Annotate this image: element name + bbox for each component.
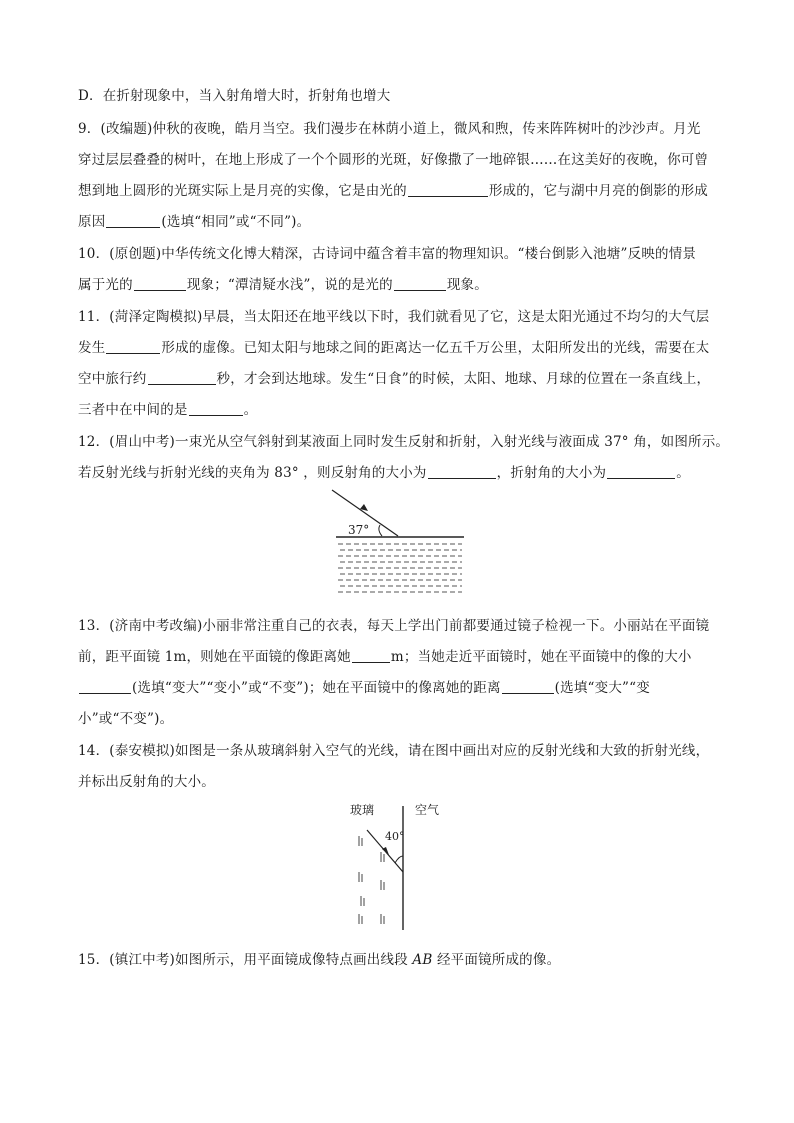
q11-line4: [78, 398, 257, 418]
q13-text3a: (选填“变大”“变小”或“不变”)；她在平面镜中的像离她的距离: [132, 680, 501, 696]
q10-text2c: 现象。: [446, 277, 488, 293]
q9-blank1[interactable]: [408, 182, 488, 197]
q12-text2c: 。: [676, 465, 690, 481]
q9-line1: 9．(改编题)仲秋的夜晚，皓月当空。我们漫步在林荫小道上，微风和煦，传来阵阵树叶的沙沙声。月光: [78, 121, 701, 137]
glass-label: 玻璃: [350, 803, 375, 817]
angle-label: 40°: [385, 830, 405, 843]
q10-blank1[interactable]: [134, 276, 186, 291]
q13-blank3[interactable]: [502, 679, 554, 694]
q15-line1: [78, 948, 560, 968]
q9-line2: 穿过层层叠叠的树叶，在地上形成了一个个圆形的光斑，好像撒了一地碎银……在这美好的夜晚，你可曾: [78, 152, 709, 168]
q11-line1: 11．(菏泽定陶模拟)早晨，当太阳还在地平线以下时，我们就看见了它，这是太阳光通过不均匀的大气层: [78, 309, 710, 325]
q11-text4b: 。: [243, 402, 258, 418]
q14-line2: 并标出反射角的大小。: [78, 774, 215, 790]
q13-blank2[interactable]: [79, 679, 131, 694]
q10-line1: 10．(原创题)中华传统文化博大精深，古诗词中蕴含着丰富的物理知识。“楼台倒影入池塘”反映的情景: [78, 246, 697, 262]
q13-text2b: m；当她走近平面镜时，她在平面镜中的像的大小: [390, 649, 692, 665]
q11-text4a: 三者中在中间的是: [78, 402, 188, 418]
q11-blank1[interactable]: [106, 339, 160, 354]
glass-hatching: [359, 836, 384, 924]
q13-text3b: (选填“变大”“变: [554, 680, 650, 696]
q14-line1: 14．(泰安模拟)如图是一条从玻璃斜射入空气的光线，请在图中画出对应的反射光线和大致的折射光线，: [78, 743, 710, 759]
angle-arc: [379, 525, 382, 536]
q9-text4b: (选填“相同”或“不同”)。: [161, 214, 311, 230]
q15-text1c: 经平面镜所成的像。: [432, 952, 561, 968]
q9-text3a: 想到地上圆形的光斑实际上是月亮的实像，它是由光的: [78, 183, 407, 199]
q9-line3: [78, 179, 708, 199]
q12-figure: [330, 488, 470, 600]
q11-blank3[interactable]: [189, 401, 243, 416]
q12-blank2[interactable]: [607, 464, 675, 479]
q11-line3: [78, 367, 710, 387]
q10-blank2[interactable]: [394, 276, 446, 291]
q10-text2a: 属于光的: [78, 277, 133, 293]
option-d: D．在折射现象中，当入射角增大时，折射角也增大: [78, 88, 391, 104]
q12-text2a: 若反射光线与折射光线的夹角为 83° ，则反射角的大小为: [78, 465, 427, 481]
q11-text3a: 空中旅行约: [78, 371, 147, 387]
q15-segment-ab: AB: [412, 952, 433, 968]
q12-line2: [78, 461, 690, 481]
q11-text2b: 形成的虚像。已知太阳与地球之间的距离达一亿五千万公里，太阳所发出的光线，需要在太: [161, 340, 710, 356]
q10-text2b: 现象；“潭清疑水浅”，说的是光的: [186, 277, 393, 293]
q13-text2a: 前，距平面镜 1m，则她在平面镜的像距离她: [78, 649, 351, 665]
q13-line3: [78, 676, 650, 696]
q11-text2a: 发生: [78, 340, 106, 356]
q15-text1a: 15．(镇江中考)如图所示，用平面镜成像特点画出线段: [78, 952, 413, 968]
q12-line1: 12．(眉山中考)一束光从空气斜射到某液面上同时发生反射和折射，入射光线与液面成 37° 角，如图所示。: [78, 434, 730, 450]
q9-line4: [78, 210, 310, 230]
q13-line2: [78, 645, 692, 665]
q14-figure: [345, 800, 455, 935]
q13-line4: 小”或“不变”)。: [78, 711, 174, 727]
q13-blank1[interactable]: [352, 648, 390, 663]
q13-line1: 13．(济南中考改编)小丽非常注重自己的衣表，每天上学出门前都要通过镜子检视一下。小丽站在平面镜: [78, 618, 710, 634]
angle-arc: [395, 856, 403, 863]
q9-blank2[interactable]: [106, 213, 160, 228]
liquid-hatching: [338, 544, 462, 592]
angle-label: 37°: [348, 523, 370, 537]
q12-text2b: ，折射角的大小为: [496, 465, 607, 481]
q9-text3b: 形成的，它与湖中月亮的倒影的形成: [488, 183, 709, 199]
q11-text3b: 秒，才会到达地球。发生“日食”的时候，太阳、地球、月球的位置在一条直线上，: [216, 371, 711, 387]
q10-line2: [78, 273, 488, 293]
q11-blank2[interactable]: [148, 370, 216, 385]
q9-text4a: 原因: [78, 214, 106, 230]
q12-blank1[interactable]: [428, 464, 496, 479]
q11-line2: [78, 336, 709, 356]
air-label: 空气: [415, 803, 440, 817]
